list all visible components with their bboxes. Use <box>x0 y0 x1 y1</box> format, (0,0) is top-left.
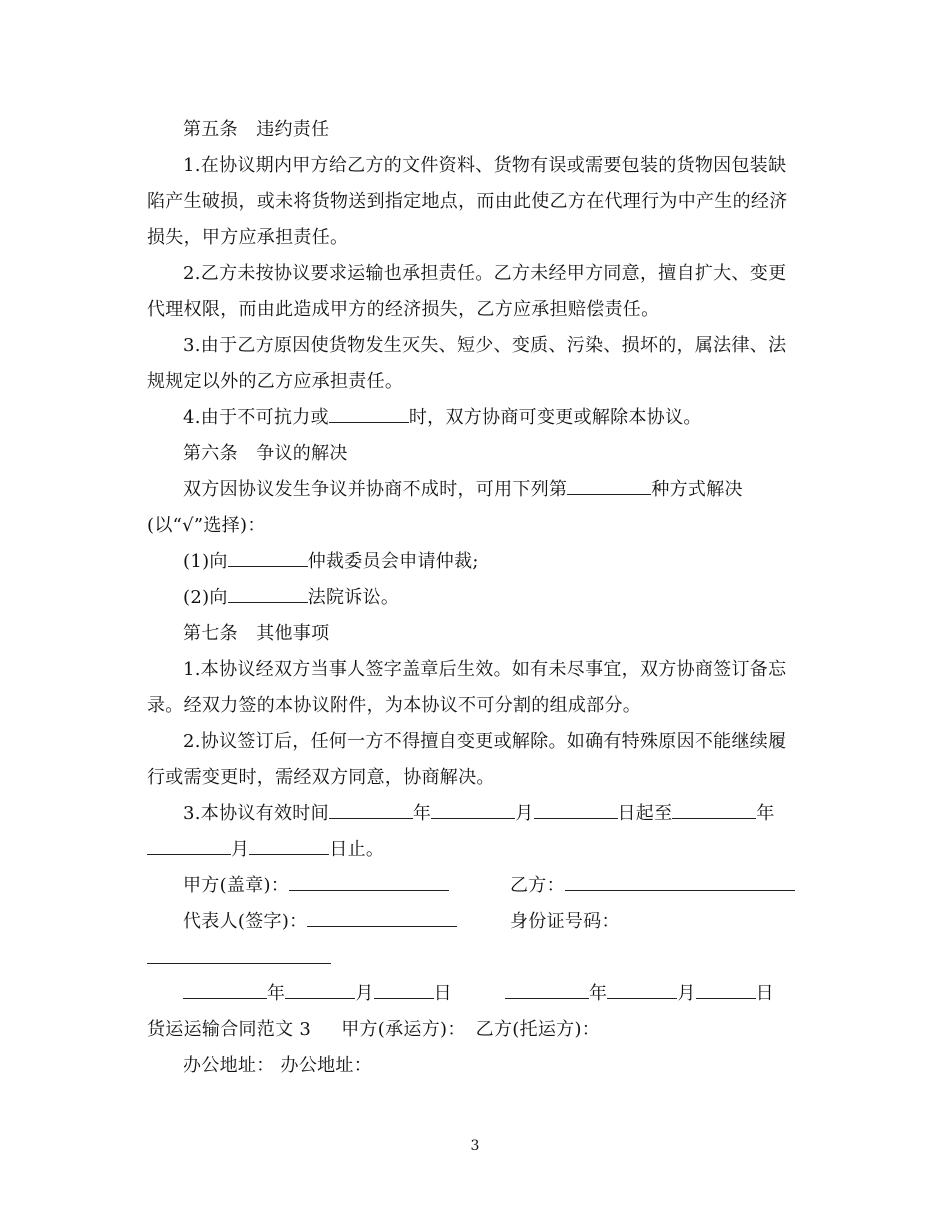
month-label: 月 <box>231 839 250 860</box>
next-contract-line <box>147 1018 600 1042</box>
article5-heading: 第五条 违约责任 <box>183 119 330 140</box>
article6-p1-line1 <box>183 478 743 502</box>
article6-heading: 第六条 争议的解决 <box>183 443 348 464</box>
option1-text-a: (1)向 <box>183 551 228 572</box>
representative-line <box>183 910 457 934</box>
blank-field <box>374 982 434 999</box>
month-label: 月 <box>515 803 534 824</box>
party-b-label: 乙方： <box>510 875 565 896</box>
article5-p1-line2: 陷产生破损，或未将货物送到指定地点，而由此使乙方在代理行为中产生的经济 <box>147 191 788 212</box>
article7-p1-line1: 1.本协议经双方当事人签字盖章后生效。如有未尽事宜，双方协商签订备忘 <box>183 659 787 680</box>
office-address-line: 办公地址： 办公地址： <box>183 1055 373 1076</box>
blank-field <box>696 982 756 999</box>
blank-field <box>505 982 589 999</box>
id-number-label: 身份证号码： <box>510 911 620 932</box>
article5-p3-line1: 3.由于乙方原因使货物发生灭失、短少、变质、污染、损坏的，属法律、法 <box>183 335 787 356</box>
article5-p4-text-b: 时，双方协商可变更或解除本协议。 <box>408 407 702 428</box>
article7-p3-line2 <box>147 838 384 862</box>
blank-field <box>329 802 413 819</box>
party-a-seal-label: 甲方(盖章)： <box>183 875 290 896</box>
next-party-b: 乙方(托运方)： <box>475 1019 601 1040</box>
representative-label: 代表人(签字)： <box>183 911 308 932</box>
article6-p1-text-b: 种方式解决 <box>651 479 743 500</box>
article6-p1-text-a: 双方因协议发生争议并协商不成时，可用下列第 <box>183 479 568 500</box>
year-label: 年 <box>412 803 432 824</box>
blank-field <box>249 838 329 855</box>
article5-p4 <box>183 406 702 430</box>
day-label: 日 <box>755 983 774 1004</box>
article7-heading: 第七条 其他事项 <box>183 623 330 644</box>
day-from-label: 日起至 <box>617 803 673 824</box>
blank-field <box>228 586 308 603</box>
article5-p2-line2: 代理权限，而由此造成甲方的经济损失，乙方应承担赔偿责任。 <box>147 299 660 320</box>
signature-blank <box>307 910 457 927</box>
blank-field <box>534 802 618 819</box>
article7-p1-line2: 录。经双力签的本协议附件，为本协议不可分割的组成部分。 <box>147 695 642 716</box>
year-label: 年 <box>756 803 775 824</box>
page-number: 3 <box>470 1138 480 1154</box>
article6-p1-line2: (以“√”选择)： <box>147 515 266 536</box>
id-number-blank <box>147 963 331 964</box>
blank-field <box>228 550 308 567</box>
article6-option1 <box>183 550 479 574</box>
day-to-label: 日止。 <box>329 839 385 860</box>
article7-p3-text-a: 3.本协议有效时间 <box>183 803 329 824</box>
month-label: 月 <box>677 983 696 1004</box>
blank-field <box>147 838 231 855</box>
blank-field <box>607 982 677 999</box>
month-label: 月 <box>355 983 374 1004</box>
article7-p3-line1 <box>183 802 775 826</box>
blank-field <box>285 982 355 999</box>
option2-text-b: 法院诉讼。 <box>307 587 400 608</box>
blank-field <box>183 982 267 999</box>
party-b-line <box>510 874 795 898</box>
next-party-a: 甲方(承运方)： <box>341 1019 466 1040</box>
year-label: 年 <box>589 983 608 1004</box>
next-contract-title: 货运运输合同范文 3 <box>147 1019 312 1040</box>
option2-text-a: (2)向 <box>183 587 228 608</box>
article7-p2-line2: 行或需变更时，需经双方同意，协商解决。 <box>147 767 495 788</box>
day-label: 日 <box>433 983 452 1004</box>
article6-option2 <box>183 586 399 610</box>
article7-p2-line1: 2.协议签订后，任何一方不得擅自变更或解除。如确有特殊原因不能继续履 <box>183 731 787 752</box>
article5-p3-line2: 规规定以外的乙方应承担责任。 <box>147 371 404 392</box>
date-line-a <box>183 982 452 1006</box>
signature-blank <box>565 874 795 891</box>
blank-field <box>329 406 409 423</box>
year-label: 年 <box>267 983 286 1004</box>
signature-blank <box>289 874 449 891</box>
blank-field <box>672 802 756 819</box>
article5-p1-line1: 1.在协议期内甲方给乙方的文件资料、货物有误或需要包装的货物因包装缺 <box>183 155 787 176</box>
party-a-seal-line <box>183 874 449 898</box>
blank-field <box>567 478 651 495</box>
article5-p2-line1: 2.乙方未按协议要求运输也承担责任。乙方未经甲方同意，擅自扩大、变更 <box>183 263 787 284</box>
article5-p1-line3: 损失，甲方应承担责任。 <box>147 227 349 248</box>
blank-field <box>431 802 515 819</box>
option1-text-b: 仲裁委员会申请仲裁; <box>307 551 479 572</box>
article5-p4-text-a: 4.由于不可抗力或 <box>183 407 329 428</box>
date-line-b <box>505 982 774 1006</box>
